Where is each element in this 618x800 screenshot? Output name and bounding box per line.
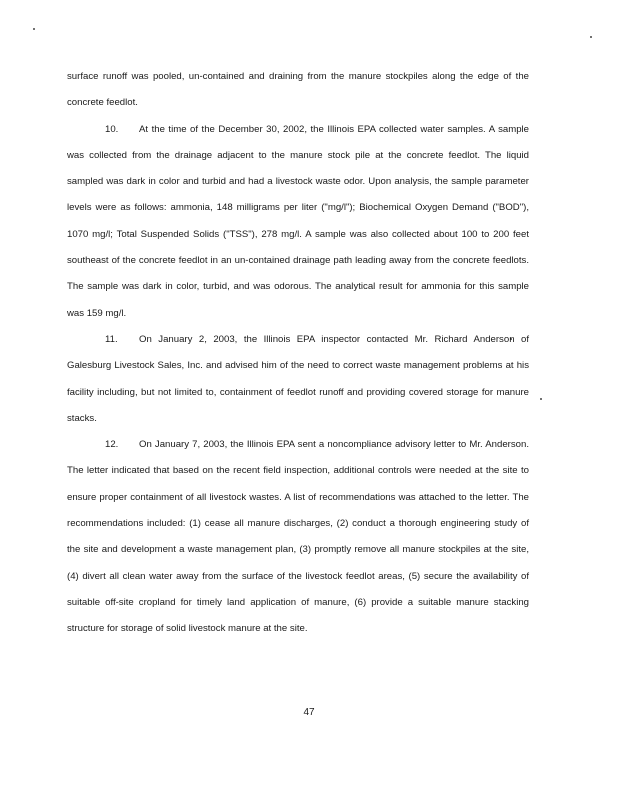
continuation-paragraph: surface runoff was pooled, un-contained and draining from the manure stockpiles along the edge of the concrete feedlot.	[67, 71, 529, 109]
paragraph-number: 11.	[105, 333, 118, 345]
paragraph-text: On January 7, 2003, the Illinois EPA sent a noncompliance advisory letter to Mr. Anderson. The letter indicated that based on the recent field inspection, additional controls were needed at the site to ensure proper containment of all livestock wastes. A list of recommendations was attached to the letter. The recommendations included: (1) cease all manure discharges, (2) conduct a thorough engineering study of the site and development a waste management plan, (3) promptly remove all manure stockpiles at the site, (4) divert all clean water away from the surface of the livestock feedlot areas, (5) secure the availability of suitable off-site cropland for timely land application of manure, (6) provide a suitable manure stacking structure for storage of solid livestock manure at the site.	[67, 439, 529, 635]
paragraph-12	[67, 432, 529, 642]
paragraph-11	[67, 327, 529, 432]
paragraph-10	[67, 117, 529, 327]
scan-speck	[33, 28, 35, 30]
paragraph-text: At the time of the December 30, 2002, the Illinois EPA collected water samples. A sample was collected from the drainage adjacent to the manure stock pile at the concrete feedlot. The liquid sampled was dark in color and turbid and had a livestock waste odor. Upon analysis, the sample parameter levels were as follows: ammonia, 148 milligrams per liter ("mg/l"); Biochemical Oxygen Demand ("BOD"), 1070 mg/l; Total Suspended Solids ("TSS"), 278 mg/l. A sample was also collected about 100 to 200 feet southeast of the concrete feedlot in an un-contained drainage path leading away from the concrete feedlots. The sample was dark in color, turbid, and was odorous. The analytical result for ammonia for this sample was 159 mg/l.	[67, 123, 529, 319]
scan-speck	[540, 398, 542, 400]
paragraph-number: 12.	[105, 439, 119, 451]
scan-speck	[590, 36, 592, 38]
body-text	[67, 64, 529, 643]
paragraph-number: 10.	[105, 123, 119, 135]
paragraph-text: On January 2, 2003, the Illinois EPA inspector contacted Mr. Richard Anderson of Galesburg Livestock Sales, Inc. and advised him of the need to correct waste management problems at his facility including, but not limited to, containment of feedlot runoff and providing covered storage for manure stacks.	[67, 333, 529, 424]
page-number: 47	[303, 707, 315, 718]
